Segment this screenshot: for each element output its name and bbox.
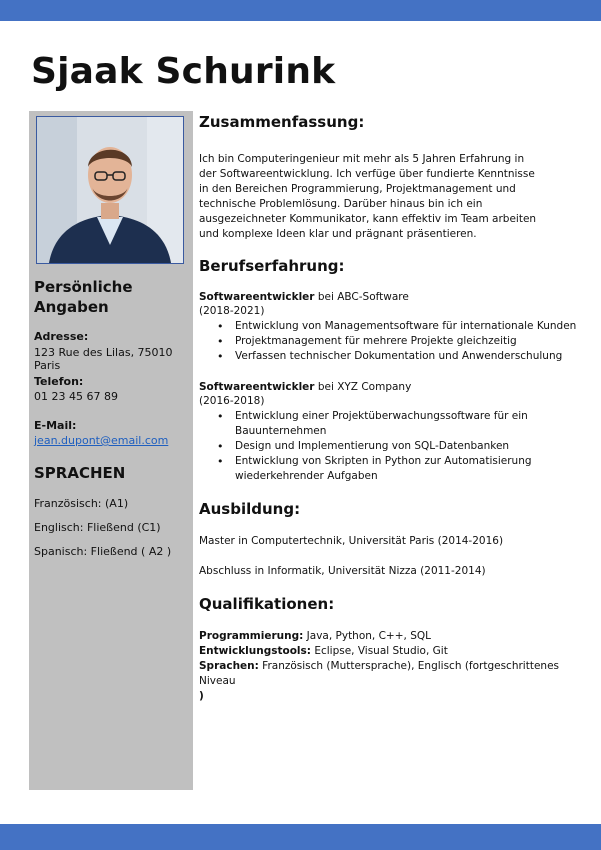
qualification-value: Französisch (Muttersprache), Englisch (fortgeschrittenes Niveau	[199, 660, 560, 687]
job-title: Softwareentwickler	[199, 381, 315, 393]
qualification-close-paren: )	[199, 690, 204, 702]
job-bullets	[199, 319, 579, 364]
summary-text: Ich bin Computeringenieur mit mehr als 5 Jahren Erfahrung in der Softwareentwicklung. Ich verfüge über fundierte Kenntnisse in den Bereichen Programmierung, Projektmanagement und technische Problemlösung. Darüber hinaus bin ich ein ausgezeichneter Kommunikator, kann effektiv im Team arbeiten und komplexe Ideen klar und prägnant präsentieren.	[199, 153, 537, 240]
phone-value: 01 23 45 67 89	[34, 390, 118, 403]
list-item: • Entwicklung einer Projektüberwachungssoftware für ein Bauunternehmen	[199, 409, 544, 439]
sidebar	[29, 111, 193, 790]
address-value: 123 Rue des Lilas, 75010 Paris	[34, 346, 173, 372]
qualifications-heading: Qualifikationen:	[199, 595, 335, 613]
email-link[interactable]: jean.dupont@email.com	[34, 434, 169, 447]
education-item: Master in Computertechnik, Universität Paris (2014-2016)	[199, 535, 504, 547]
education-item: Abschluss in Informatik, Universität Nizza (2011-2014)	[199, 565, 486, 577]
language-item: Spanisch: Fließend ( A2 )	[34, 545, 172, 558]
list-item: • Entwicklung von Skripten in Python zur Automatisierung wiederkehrender Aufgaben	[199, 454, 544, 484]
email-label: E-Mail:	[34, 419, 77, 432]
summary-heading: Zusammenfassung:	[199, 113, 365, 131]
qualification-value: Java, Python, C++, SQL	[303, 630, 431, 642]
list-item: • Entwicklung von Managementsoftware für internationale Kunden	[199, 319, 579, 334]
qualification-programming	[199, 629, 579, 644]
languages-heading: SPRACHEN	[34, 464, 126, 482]
list-item: • Projektmanagement für mehrere Projekte gleichzeitig	[199, 334, 579, 349]
person-name: Sjaak Schurink	[31, 51, 336, 92]
job-company: bei ABC-Software	[314, 291, 409, 303]
person-portrait-icon	[36, 116, 184, 264]
qualification-value: Eclipse, Visual Studio, Git	[310, 645, 448, 657]
qualification-label: Entwicklungstools:	[199, 645, 311, 657]
address-label: Adresse:	[34, 330, 89, 343]
job-title-line	[199, 380, 411, 395]
qualification-label: Programmierung:	[199, 630, 304, 642]
job-bullets	[199, 409, 544, 484]
job-years: (2016-2018)	[199, 395, 265, 407]
qualification-languages	[199, 659, 579, 704]
job-company: bei XYZ Company	[314, 381, 412, 393]
language-item: Französisch: (A1)	[34, 497, 129, 510]
language-item: Englisch: Fließend (C1)	[34, 521, 161, 534]
top-accent-band	[0, 0, 601, 21]
list-item: • Verfassen technischer Dokumentation und Anwenderschulung	[199, 349, 579, 364]
experience-heading: Berufserfahrung:	[199, 257, 345, 275]
list-item: • Design und Implementierung von SQL-Datenbanken	[199, 439, 544, 454]
bottom-accent-band	[0, 824, 601, 850]
qualification-label: Sprachen:	[199, 660, 259, 672]
phone-label: Telefon:	[34, 375, 84, 388]
education-heading: Ausbildung:	[199, 500, 301, 518]
job-title-line	[199, 290, 409, 305]
personal-info-heading: Persönliche Angaben	[34, 278, 133, 316]
job-years: (2018-2021)	[199, 305, 265, 317]
qualification-tools	[199, 644, 579, 659]
job-title: Softwareentwickler	[199, 291, 315, 303]
